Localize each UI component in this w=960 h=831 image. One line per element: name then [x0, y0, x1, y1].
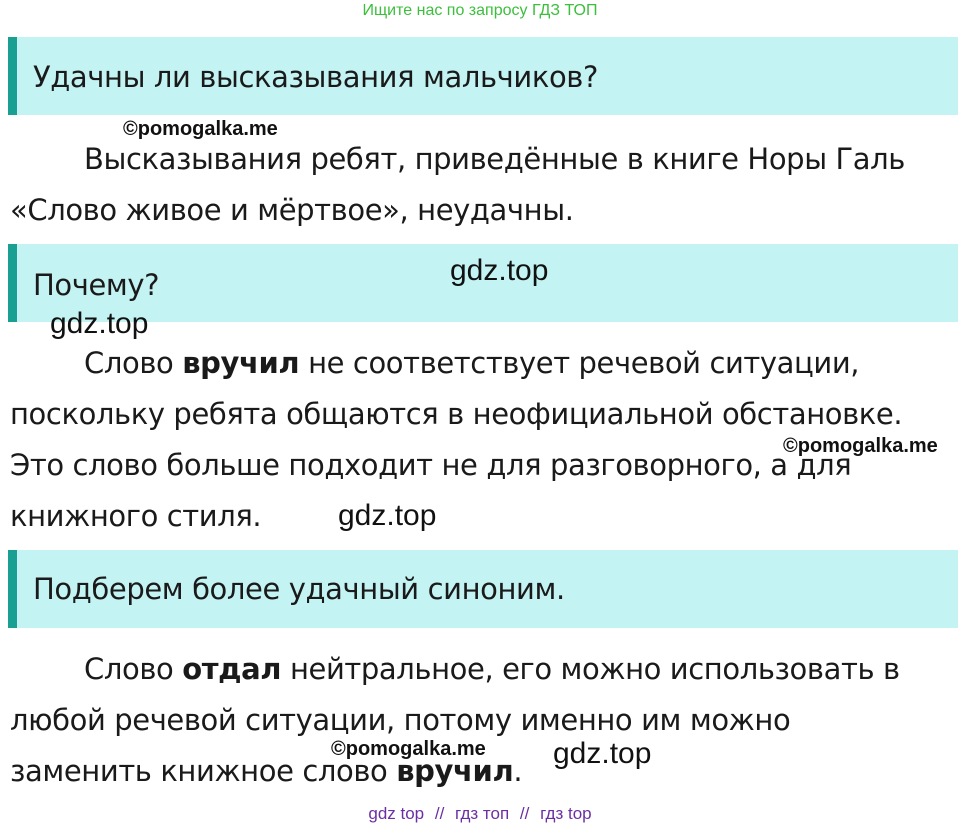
bold-word: вручил	[182, 346, 300, 380]
footer-separator: //	[519, 804, 530, 823]
question-heading-1: Удачны ли высказывания мальчиков?	[33, 60, 598, 94]
answer-2-line-3: Это слово больше подходит не для разговорного, а для	[10, 448, 852, 482]
question-heading-3: Подберем более удачный синоним.	[33, 572, 565, 606]
answer-3-line-1: Слово отдал нейтральное, его можно использовать в	[84, 652, 900, 686]
answer-2-line-4: книжного стиля.	[10, 499, 262, 533]
bold-word: вручил	[396, 754, 514, 788]
answer-1-line-2: «Слово живое и мёртвое», неудачны.	[10, 193, 574, 227]
question-band-1	[8, 37, 958, 115]
watermark-pomogalka: ©pomogalka.me	[783, 435, 938, 457]
footer-link[interactable]: гдз топ	[455, 804, 510, 823]
answer-2-line-2: поскольку ребята общаются в неофициальной обстановке.	[10, 397, 903, 431]
answer-2-line-1: Слово вручил не соответствует речевой ситуации,	[84, 346, 860, 380]
question-band-3	[8, 550, 958, 628]
footer-separator: //	[434, 804, 445, 823]
top-banner: Ищите нас по запросу ГДЗ ТОП	[362, 2, 598, 19]
question-heading-2: Почему?	[33, 268, 160, 302]
watermark-pomogalka: ©pomogalka.me	[123, 118, 278, 140]
watermark-pomogalka: ©pomogalka.me	[331, 738, 486, 760]
watermark-gdz: gdz.top	[450, 254, 549, 287]
answer-1-line-1: Высказывания ребят, приведённые в книге Норы Галь	[84, 142, 905, 176]
answer-3-line-2: любой речевой ситуации, потому именно им можно	[10, 703, 791, 737]
footer-link[interactable]: gdz top	[368, 804, 425, 823]
answer-3-line-3: заменить книжное слово вручил.	[10, 754, 523, 788]
footer-links	[0, 804, 960, 824]
watermark-gdz: gdz.top	[50, 307, 149, 340]
footer-link[interactable]: гдз top	[540, 804, 592, 823]
bold-word: отдал	[182, 652, 282, 686]
watermark-gdz: gdz.top	[338, 499, 437, 532]
watermark-gdz: gdz.top	[553, 737, 652, 770]
